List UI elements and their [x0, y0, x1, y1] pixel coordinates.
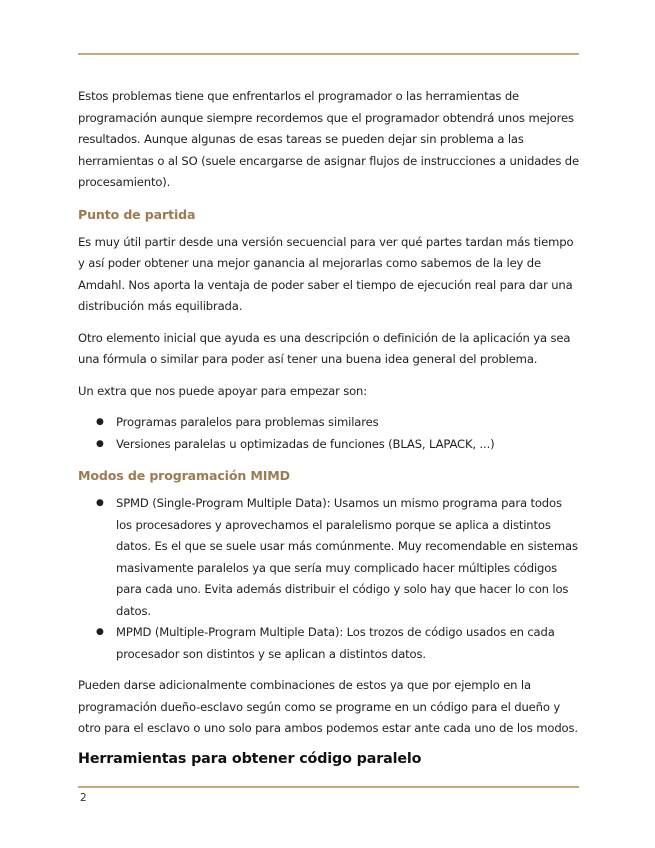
paragraph-extra: Un extra que nos puede apoyar para empezar son: — [78, 383, 368, 398]
list-item — [78, 412, 580, 434]
list-item — [78, 622, 580, 665]
footer-rule — [78, 786, 579, 788]
header-rule — [78, 53, 579, 55]
heading-modos-mimd: Modos de programación MIMD — [78, 468, 290, 483]
list-modos — [78, 493, 580, 665]
bullet-icon: ● — [96, 417, 104, 427]
heading-herramientas: Herramientas para obtener código paralelo — [78, 750, 422, 767]
paragraph-intro: Estos problemas tiene que enfrentarlos el programador o las herramientas de programación aunque siempre recordemos que el programador obtendrá unos mejores resultados. Aunque algunas de esas tareas se pueden dejar sin problema a las herramientas o al SO (suele encargarse de asignar flujos de instrucciones a unidades de procesamiento). — [78, 89, 579, 189]
page-content — [78, 86, 580, 768]
list-item-text: SPMD (Single-Program Multiple Data): Usamos un mismo programa para todos los procesadores y aprovechamos el paralelismo porque se aplica a distintos datos. Es el que se suele usar más comúnmente. Muy recomendable en sistemas masivamente paralelos ya que sería muy complicado hacer múltiples códigos para cada uno. Evita además distribuir el código y solo hay que hacer lo con los datos. — [116, 496, 578, 618]
list-item-text: MPMD (Multiple-Program Multiple Data): Los trozos de código usados en cada procesador son distintos y se aplican a distintos datos. — [116, 625, 555, 661]
list-item — [78, 434, 580, 456]
paragraph-elemento-inicial: Otro elemento inicial que ayuda es una descripción o definición de la aplicación ya sea una fórmula o similar para poder así tener una buena idea general del problema. — [78, 330, 571, 366]
list-item-text: Versiones paralelas u optimizadas de funciones (BLAS, LAPACK, ...) — [116, 436, 495, 451]
bullet-icon: ● — [96, 438, 104, 449]
page-number: 2 — [80, 792, 87, 804]
list-extras — [78, 412, 580, 455]
paragraph-combinaciones: Pueden darse adicionalmente combinaciones de estos ya que por ejemplo en la programación dueño-esclavo según como se programe en un código para el dueño y otro para el esclavo o uno solo para ambos podemos estar ante cada uno de los modos. — [78, 678, 578, 735]
heading-punto-de-partida: Punto de partida — [78, 206, 196, 222]
bullet-icon: ● — [96, 627, 104, 637]
list-item — [78, 493, 580, 622]
paragraph-version-secuencial: Es muy útil partir desde una versión secuencial para ver qué partes tardan más tiempo y así poder obtener una mejor ganancia al mejorarlas como sabemos de la ley de Amdahl. Nos aporta la ventaja de poder saber el tiempo de ejecución real para dar una distribución más equilibrada. — [78, 234, 574, 313]
bullet-icon: ● — [96, 498, 104, 508]
list-item-text: Programas paralelos para problemas similares — [116, 415, 379, 429]
